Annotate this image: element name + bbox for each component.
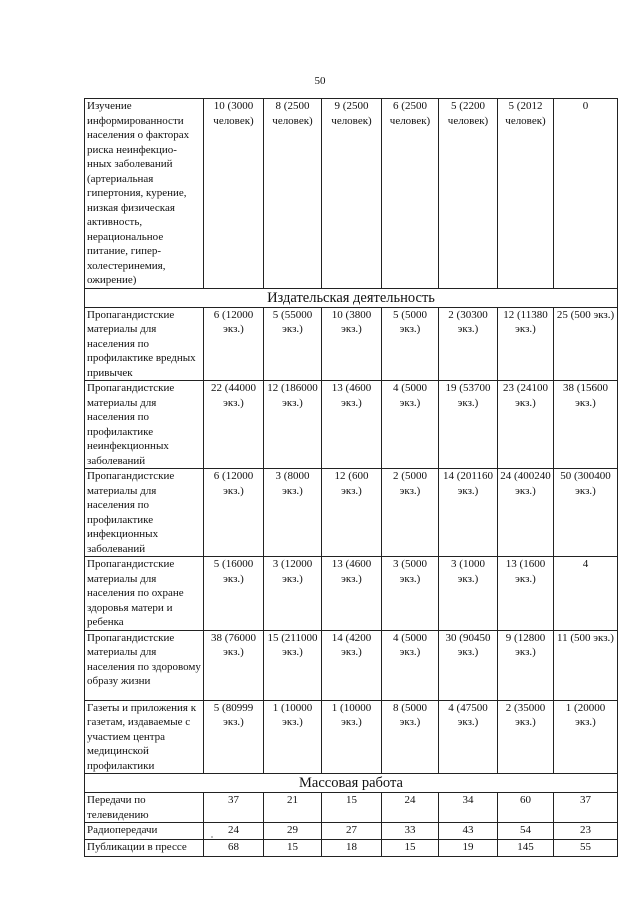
cell-value: 15 bbox=[382, 840, 439, 857]
table-row bbox=[85, 99, 618, 289]
cell-value: 6 (12000 экз.) bbox=[204, 307, 264, 381]
cell-value: 23 bbox=[554, 823, 618, 840]
cell-value: 13 (4600 экз.) bbox=[322, 381, 382, 469]
cell-value: 5 (80999 экз.) bbox=[204, 700, 264, 774]
cell-value: 24 bbox=[382, 793, 439, 823]
cell-value: 2 (35000 экз.) bbox=[498, 700, 554, 774]
cell-value: 37 bbox=[554, 793, 618, 823]
cell-value: 5 (2200 человек) bbox=[439, 99, 498, 289]
cell-value: 12 (186000 экз.) bbox=[264, 381, 322, 469]
report-table bbox=[84, 98, 618, 857]
table-row bbox=[85, 469, 618, 557]
cell-value: 3 (5000 экз.) bbox=[382, 557, 439, 631]
row-label: Изучение информированности населения о факторах риска неинфекцио-нных заболеваний (артериальная гипертония, курение, низкая физическая активность, нерациональное питание, гипер-холестеринемия, ожирение) bbox=[85, 99, 204, 289]
cell-value: 24 (400240 экз.) bbox=[498, 469, 554, 557]
table-row bbox=[85, 793, 618, 823]
row-label: Пропагандистские материалы для населения по здоровому образу жизни bbox=[85, 630, 204, 700]
cell-value: 2 (30300 экз.) bbox=[439, 307, 498, 381]
cell-value: 27 bbox=[322, 823, 382, 840]
cell-value: 21 bbox=[264, 793, 322, 823]
cell-value: 55 bbox=[554, 840, 618, 857]
cell-value: 15 bbox=[264, 840, 322, 857]
cell-value: 4 (5000 экз.) bbox=[382, 381, 439, 469]
cell-value: 54 bbox=[498, 823, 554, 840]
cell-value: 29 bbox=[264, 823, 322, 840]
cell-value: 5 (55000 экз.) bbox=[264, 307, 322, 381]
table-row bbox=[85, 307, 618, 381]
cell-value: 6 (2500 человек) bbox=[382, 99, 439, 289]
row-label: Газеты и приложения к газетам, издаваемые с участием центра медицинской профилактики bbox=[85, 700, 204, 774]
cell-value: 9 (12800 экз.) bbox=[498, 630, 554, 700]
cell-value: 10 (3000 человек) bbox=[204, 99, 264, 289]
cell-value: 5 (16000 экз.) bbox=[204, 557, 264, 631]
cell-value: 68 bbox=[204, 840, 264, 857]
cell-value: 6 (12000 экз.) bbox=[204, 469, 264, 557]
cell-value: 1 (10000 экз.) bbox=[322, 700, 382, 774]
cell-value: 30 (90450 экз.) bbox=[439, 630, 498, 700]
cell-value: 19 (53700 экз.) bbox=[439, 381, 498, 469]
cell-value: 43 bbox=[439, 823, 498, 840]
page-number: 50 bbox=[314, 75, 326, 87]
cell-value: 18 bbox=[322, 840, 382, 857]
section-header bbox=[85, 774, 618, 793]
cell-value: 25 (500 экз.) bbox=[554, 307, 618, 381]
scan-speck bbox=[211, 836, 213, 838]
cell-value: 38 (15600 экз.) bbox=[554, 381, 618, 469]
row-label: Пропагандистские материалы для населения по профилактике вредных привычек bbox=[85, 307, 204, 381]
cell-value: 4 (47500 экз.) bbox=[439, 700, 498, 774]
cell-value: 12 (600 экз.) bbox=[322, 469, 382, 557]
cell-value: 50 (300400 экз.) bbox=[554, 469, 618, 557]
cell-value: 34 bbox=[439, 793, 498, 823]
cell-value: 14 (4200 экз.) bbox=[322, 630, 382, 700]
cell-value: 60 bbox=[498, 793, 554, 823]
row-label: Публикации в прессе bbox=[85, 840, 204, 857]
table-row bbox=[85, 557, 618, 631]
cell-value: 33 bbox=[382, 823, 439, 840]
cell-value: 4 bbox=[554, 557, 618, 631]
cell-value: 145 bbox=[498, 840, 554, 857]
cell-value: 14 (201160 экз.) bbox=[439, 469, 498, 557]
row-label: Пропагандистские материалы для населения по охране здоровья матери и ребенка bbox=[85, 557, 204, 631]
cell-value: 0 bbox=[554, 99, 618, 289]
cell-value: 8 (2500 человек) bbox=[264, 99, 322, 289]
cell-value: 1 (20000 экз.) bbox=[554, 700, 618, 774]
cell-value: 10 (3800 экз.) bbox=[322, 307, 382, 381]
cell-value: 5 (5000 экз.) bbox=[382, 307, 439, 381]
table-row bbox=[85, 381, 618, 469]
cell-value: 15 bbox=[322, 793, 382, 823]
cell-value: 13 (1600 экз.) bbox=[498, 557, 554, 631]
row-label: Пропагандистские материалы для населения по профилактике неинфекционных заболеваний bbox=[85, 381, 204, 469]
section-title: Издательская деятельность bbox=[85, 288, 618, 307]
cell-value: 23 (24100 экз.) bbox=[498, 381, 554, 469]
cell-value: 8 (5000 экз.) bbox=[382, 700, 439, 774]
table-row bbox=[85, 630, 618, 700]
section-header bbox=[85, 288, 618, 307]
row-label: Пропагандистские материалы для населения по профилактике инфекционных заболеваний bbox=[85, 469, 204, 557]
section-title: Массовая работа bbox=[85, 774, 618, 793]
cell-value: 38 (76000 экз.) bbox=[204, 630, 264, 700]
table-row bbox=[85, 823, 618, 840]
cell-value: 9 (2500 человек) bbox=[322, 99, 382, 289]
cell-value: 1 (10000 экз.) bbox=[264, 700, 322, 774]
cell-value: 24 bbox=[204, 823, 264, 840]
cell-value: 15 (211000 экз.) bbox=[264, 630, 322, 700]
row-label: Радиопередачи bbox=[85, 823, 204, 840]
cell-value: 19 bbox=[439, 840, 498, 857]
cell-value: 37 bbox=[204, 793, 264, 823]
table-row bbox=[85, 840, 618, 857]
row-label: Передачи по телевидению bbox=[85, 793, 204, 823]
cell-value: 3 (12000 экз.) bbox=[264, 557, 322, 631]
cell-value: 12 (11380 экз.) bbox=[498, 307, 554, 381]
cell-value: 3 (8000 экз.) bbox=[264, 469, 322, 557]
cell-value: 11 (500 экз.) bbox=[554, 630, 618, 700]
cell-value: 2 (5000 экз.) bbox=[382, 469, 439, 557]
cell-value: 13 (4600 экз.) bbox=[322, 557, 382, 631]
cell-value: 22 (44000 экз.) bbox=[204, 381, 264, 469]
table-row bbox=[85, 700, 618, 774]
cell-value: 5 (2012 человек) bbox=[498, 99, 554, 289]
cell-value: 3 (1000 экз.) bbox=[439, 557, 498, 631]
cell-value: 4 (5000 экз.) bbox=[382, 630, 439, 700]
